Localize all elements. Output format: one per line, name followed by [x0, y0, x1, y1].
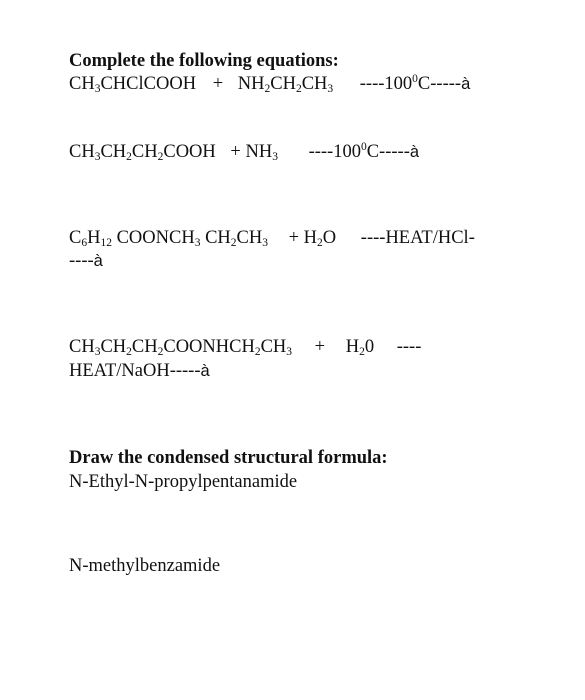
eq4-reactant-1: $CH_3CH_2CH_2COONHCH_2CH_3$ [69, 337, 293, 358]
equations-heading: Complete the following equations: [69, 51, 339, 71]
eq4-arrow-end: à [200, 362, 210, 380]
eq1-reactant-1: $CH_3CHClCOOH$ [69, 74, 197, 95]
eq2-reactant-1: $CH_3CH_2CH_2COOH$ [69, 142, 216, 163]
eq3-condition-arrow: ----HEAT/HCl- [360, 228, 475, 248]
eq3-reactant-2: + $H_2O$ [288, 228, 337, 249]
eq4-condition: HEAT/NaOH----- [69, 361, 201, 381]
eq2-condition-arrow: $----100^0C-----à$ [308, 141, 420, 162]
equation-4-continued [69, 360, 210, 382]
eq1-plus: + [212, 74, 224, 94]
eq2-reactant-2: + $NH_3$ [230, 142, 278, 163]
equation-3-continued: ----à [69, 251, 103, 271]
eq4-plus: + [314, 337, 326, 357]
compound-name-2: N-methylbenzamide [69, 556, 221, 576]
structural-formula-heading: Draw the condensed structural formula: [69, 448, 388, 468]
eq1-reactant-2: $NH_2CH_2CH_3$ [237, 74, 334, 95]
eq3-reactant-1: $C_6H_{12}$ $COONCH_3$ $CH_2CH_3$ [69, 228, 268, 249]
equation-3 [69, 227, 475, 249]
equation-2 [69, 141, 419, 163]
equation-4 [69, 336, 421, 358]
eq4-reactant-2: $H_20$ [345, 337, 375, 358]
eq4-arrow: ---- [396, 337, 422, 357]
compound-name-1: N-Ethyl-N-propylpentanamide [69, 472, 298, 492]
eq1-condition-arrow: $----100^0C-----à$ [359, 73, 471, 94]
equation-1 [69, 73, 470, 95]
